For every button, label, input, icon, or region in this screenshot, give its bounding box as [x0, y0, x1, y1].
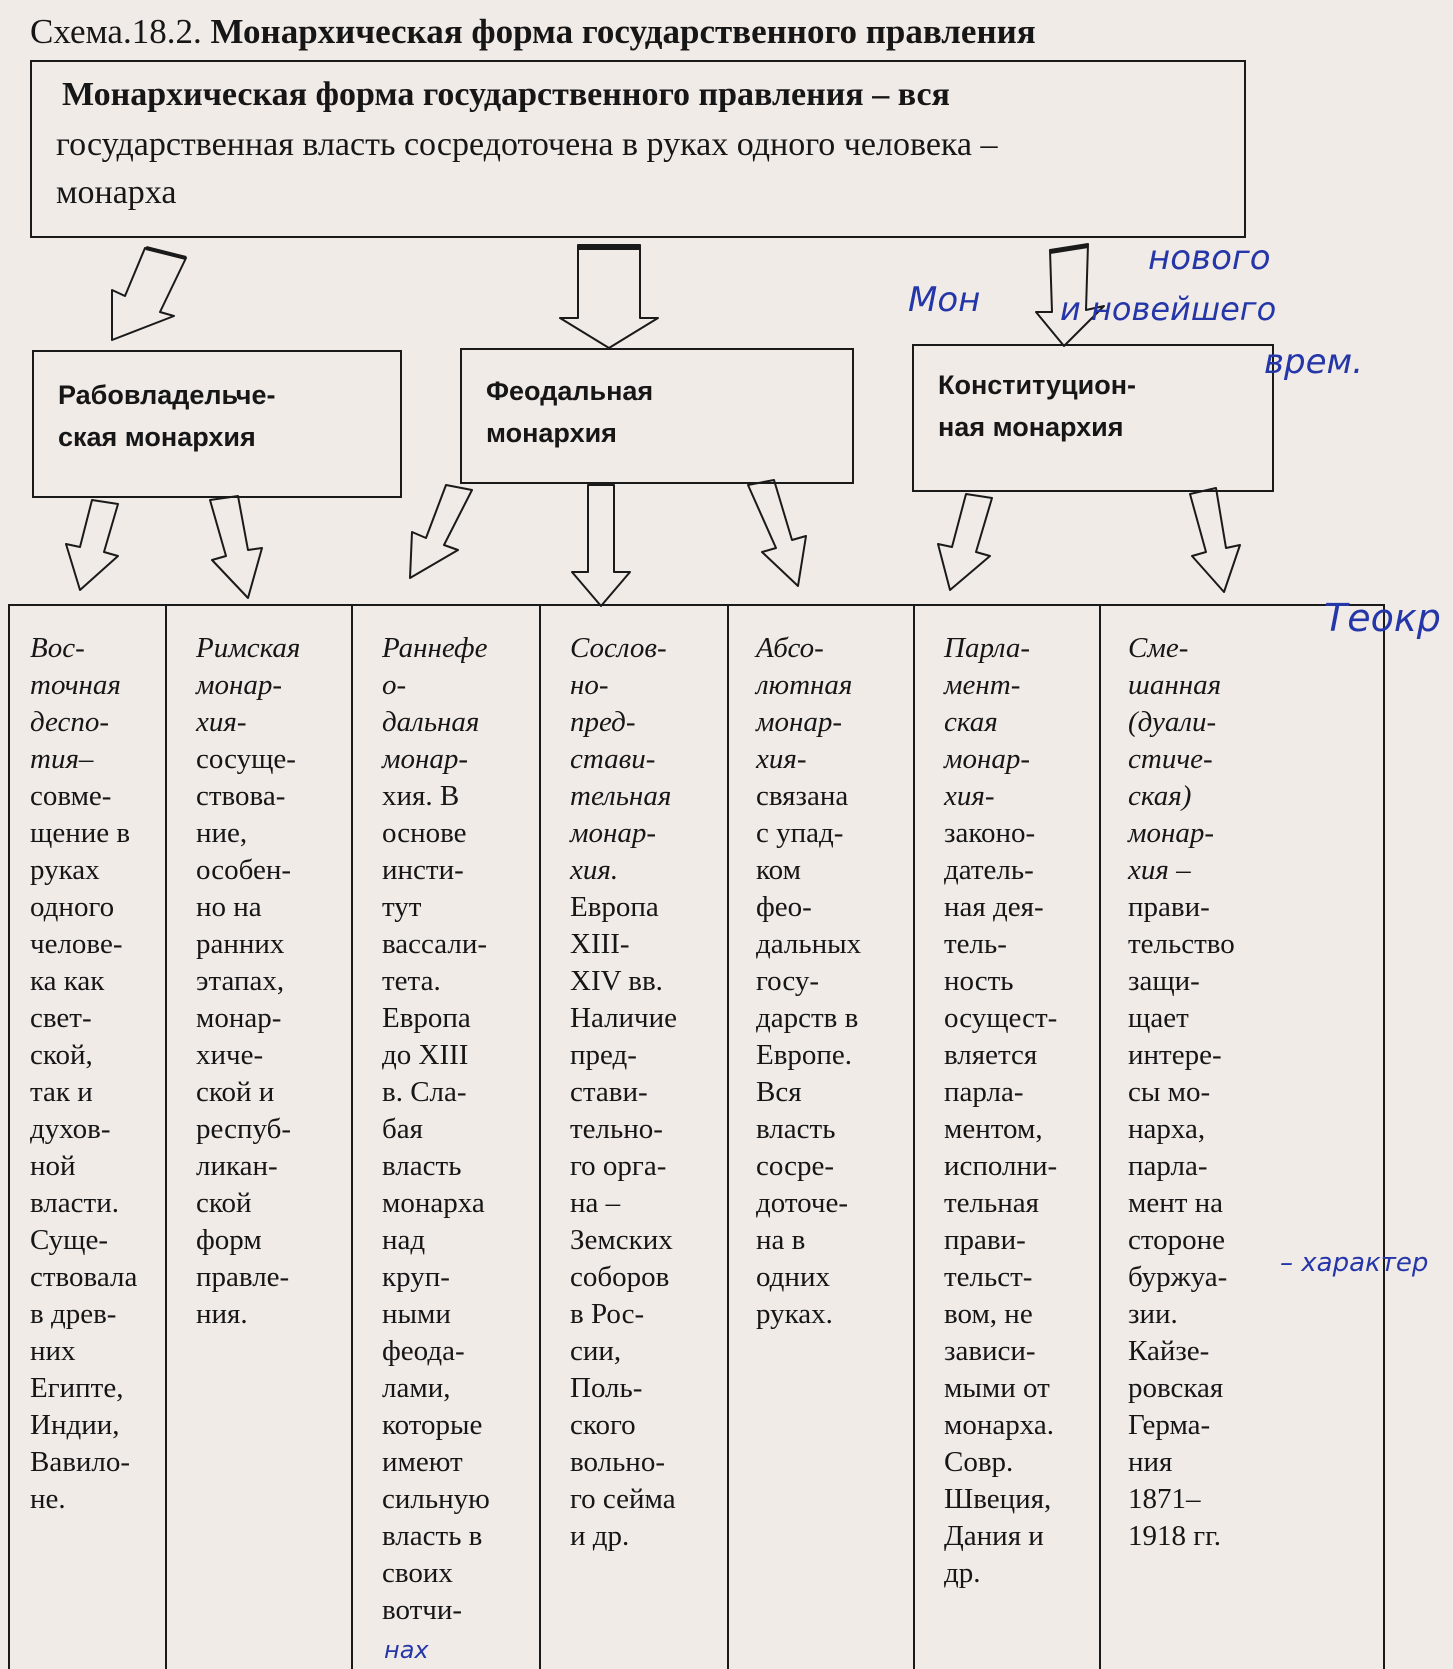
column-line: 1871– [1128, 1483, 1201, 1515]
column-line: свет- [30, 1002, 92, 1034]
column-line: 1918 гг. [1128, 1520, 1222, 1552]
column-line: прави- [1128, 891, 1210, 923]
column-line: них [30, 1335, 76, 1367]
column-line: одних [756, 1261, 830, 1293]
column-line: буржуа- [1128, 1261, 1228, 1293]
column-line: датель- [944, 854, 1034, 886]
column-line: которые [382, 1409, 483, 1441]
column-line: Земских [570, 1224, 673, 1256]
column-line: Египте, [30, 1372, 124, 1404]
column-line: Сослов- [570, 632, 667, 664]
column-line: ния [1128, 1446, 1173, 1478]
column-line: хия. В [382, 780, 460, 812]
type-feudal-line-1: Феодальная [486, 376, 654, 406]
column-line: сосре- [756, 1150, 834, 1182]
caption [30, 12, 1036, 52]
column-line: ранних [196, 928, 285, 960]
column-line: своих [382, 1557, 453, 1589]
column-line: ской и [196, 1076, 275, 1108]
column-line: ной [30, 1150, 76, 1182]
column-line: дальная [382, 706, 480, 738]
column-line: ская) [1128, 780, 1192, 812]
column-line: руках [30, 854, 100, 886]
handwriting-note-3: и новейшего [1060, 290, 1277, 328]
column-line: хия- [756, 743, 807, 775]
column-line: хия. [570, 854, 619, 886]
column-line: и др. [570, 1520, 630, 1552]
column-line: сии, [570, 1335, 622, 1367]
column-line: руках. [756, 1298, 833, 1330]
column-line: монар- [196, 669, 283, 701]
column-line: ние, [196, 817, 248, 849]
column-line: ность [944, 965, 1014, 997]
column-line: особен- [196, 854, 292, 886]
column-line: XIV вв. [570, 965, 663, 997]
column-line: так и [30, 1076, 93, 1108]
definition-line-2: государственная власть сосредоточена в руках одного человека – [56, 126, 998, 163]
column-line: интере- [1128, 1039, 1222, 1071]
arrow-to-col-5 [748, 480, 806, 586]
column-line: XIII- [570, 928, 630, 960]
column-line: круп- [382, 1261, 450, 1293]
column-line: го орга- [570, 1150, 667, 1182]
column-line: монар- [570, 817, 657, 849]
column-line: Европе. [756, 1039, 853, 1071]
column-line: шанная [1128, 669, 1222, 701]
column-line: защи- [1128, 965, 1200, 997]
type-slaveholding-line-2: ская монархия [58, 422, 256, 452]
column-line: с упад- [756, 817, 844, 849]
definition-line-1: Монархическая форма государственного правления – вся [62, 76, 950, 113]
arrow-to-col-3 [410, 485, 472, 578]
column-line: власти. [30, 1187, 119, 1219]
column-line: но- [570, 669, 609, 701]
column-line: имеют [382, 1446, 463, 1478]
column-line: прави- [944, 1224, 1026, 1256]
column-line: совме- [30, 780, 112, 812]
arrow-to-col-4 [572, 485, 630, 606]
caption-title: Монархическая форма государственного правления [210, 12, 1036, 51]
column-line: лютная [756, 669, 853, 701]
column-line: монар- [196, 1002, 282, 1034]
column-line: тельст- [944, 1261, 1033, 1293]
column-line: тия– [30, 743, 94, 775]
column-line: исполни- [944, 1150, 1058, 1182]
column-line: респуб- [196, 1113, 292, 1145]
column-line: монар- [1128, 817, 1215, 849]
type-feudal-line-2: монархия [486, 418, 617, 448]
column-line: Сме- [1128, 632, 1189, 664]
column-line: сильную [382, 1483, 490, 1515]
column-line: форм [196, 1224, 262, 1256]
type-box-constitutional [912, 344, 1274, 492]
column-line: Наличие [570, 1002, 678, 1034]
column-line: ской [196, 1187, 252, 1219]
type-slaveholding-line-1: Рабовладельче- [58, 380, 276, 410]
column-line: Индии, [30, 1409, 120, 1441]
column-line: тельство [1128, 928, 1235, 960]
column-line: Раннефе [382, 632, 488, 664]
column-line: пред- [570, 1039, 637, 1071]
column-line: челове- [30, 928, 123, 960]
column-line: вассали- [382, 928, 488, 960]
column-line: Совр. [944, 1446, 1014, 1478]
column-line: осущест- [944, 1002, 1058, 1034]
arrow-to-col-6 [938, 494, 992, 590]
column-line: правле- [196, 1261, 290, 1293]
column-line: тельная [570, 780, 672, 812]
column-line: ка как [30, 965, 105, 997]
definition-box [30, 60, 1246, 238]
column-line: пред- [570, 706, 636, 738]
column-line: мент на [1128, 1187, 1224, 1219]
column-line: Поль- [570, 1372, 643, 1404]
column-line: в Рос- [570, 1298, 645, 1330]
column-line: власть в [382, 1520, 483, 1552]
column-mixed-dualistic [1128, 630, 1235, 1555]
column-line: ской, [30, 1039, 93, 1071]
column-line: вотчи- [382, 1594, 463, 1626]
column-line: щение в [30, 817, 131, 849]
column-line: тель- [944, 928, 1007, 960]
column-line: Европа [570, 891, 659, 923]
column-line: на в [756, 1224, 806, 1256]
column-line: этапах, [196, 965, 285, 997]
column-line: над [382, 1224, 426, 1256]
column-parliamentary [944, 630, 1057, 1592]
column-line: ского [570, 1409, 636, 1441]
column-line: монар- [756, 706, 843, 738]
column-line: стиче- [1128, 743, 1213, 775]
column-line: хиче- [196, 1039, 264, 1071]
column-line: власть [382, 1150, 462, 1182]
column-line: зависи- [944, 1335, 1036, 1367]
column-line: в древ- [30, 1298, 117, 1330]
handwriting-note-7: нах [384, 1636, 429, 1664]
column-line: вольно- [570, 1446, 665, 1478]
caption-prefix: Схема.18.2. [30, 12, 202, 51]
column-line: Вавило- [30, 1446, 131, 1478]
column-line: хия- [944, 780, 995, 812]
column-line: Парла- [944, 632, 1030, 664]
column-line: мент- [944, 669, 1021, 701]
column-line: тельная [944, 1187, 1039, 1219]
column-line: парла- [1128, 1150, 1208, 1182]
column-line: доточе- [756, 1187, 849, 1219]
column-line: Вос- [30, 632, 85, 664]
column-line: тут [382, 891, 422, 923]
column-line: духов- [30, 1113, 111, 1145]
column-line: связана [756, 780, 849, 812]
handwriting-note-1: нового [1148, 238, 1271, 278]
column-line: точная [30, 669, 121, 701]
column-line: Дания и [944, 1520, 1044, 1552]
column-line: Вся [756, 1076, 802, 1108]
column-line: ния. [196, 1298, 248, 1330]
column-line: монарха [382, 1187, 485, 1219]
column-line: стави- [570, 1076, 648, 1108]
arrow-to-col-2 [210, 496, 262, 598]
column-line: до XIII [382, 1039, 469, 1071]
column-line: ментом, [944, 1113, 1043, 1145]
column-line: на – [570, 1187, 621, 1219]
column-line: основе [382, 817, 467, 849]
column-line: не. [30, 1483, 66, 1515]
column-line: ком [756, 854, 801, 886]
column-line: др. [944, 1557, 981, 1589]
column-line: ствовала [30, 1261, 138, 1293]
column-line: ликан- [196, 1150, 278, 1182]
handwriting-note-4: врем. [1264, 342, 1363, 382]
column-line: вляется [944, 1039, 1038, 1071]
arrow-to-col-7 [1190, 488, 1240, 592]
column-line: ровская [1128, 1372, 1224, 1404]
column-line: в. Сла- [382, 1076, 467, 1108]
type-constitutional-line-2: ная монархия [938, 412, 1124, 442]
column-line: монар- [944, 743, 1031, 775]
arrow-to-col-1 [66, 500, 118, 590]
column-line: одного [30, 891, 115, 923]
column-absolute-monarchy [756, 630, 861, 1333]
column-eastern-despotism [30, 630, 137, 1518]
type-constitutional-line-1: Конституцион- [938, 370, 1137, 400]
column-line: сосуще- [196, 743, 296, 775]
column-line: бая [382, 1113, 423, 1145]
column-line: Европа [382, 1002, 471, 1034]
column-line: вом, не [944, 1298, 1033, 1330]
column-line: деспо- [30, 706, 110, 738]
column-line: о- [382, 669, 407, 701]
handwriting-note-5: Теокр [1324, 596, 1441, 640]
column-line: Герма- [1128, 1409, 1211, 1441]
column-line: законо- [944, 817, 1036, 849]
definition-line-3: монарха [56, 174, 177, 211]
column-line: дарств в [756, 1002, 859, 1034]
column-line: хия – [1128, 854, 1191, 886]
arrow-to-slaveholding [112, 248, 186, 340]
column-line: ными [382, 1298, 451, 1330]
column-line: Кайзе- [1128, 1335, 1210, 1367]
column-line: соборов [570, 1261, 670, 1293]
column-line: ская [944, 706, 998, 738]
column-line: феода- [382, 1335, 465, 1367]
handwriting-note-6: – характер [1280, 1248, 1429, 1278]
arrow-to-feudal [560, 245, 658, 348]
column-line: нарха, [1128, 1113, 1206, 1145]
column-line: Швеция, [944, 1483, 1052, 1515]
column-line: инсти- [382, 854, 464, 886]
column-line: тельно- [570, 1113, 663, 1145]
type-box-slaveholding [32, 350, 402, 498]
column-line: Римская [196, 632, 301, 664]
column-line: ствова- [196, 780, 286, 812]
column-line: го сейма [570, 1483, 676, 1515]
column-line: стави- [570, 743, 656, 775]
column-line: Суще- [30, 1224, 108, 1256]
column-line: тета. [382, 965, 441, 997]
column-early-feudal [382, 630, 490, 1629]
column-line: монар- [382, 743, 469, 775]
handwriting-note-2: Мон [908, 280, 981, 320]
column-line: хия- [196, 706, 247, 738]
column-line: ная дея- [944, 891, 1044, 923]
column-line: госу- [756, 965, 820, 997]
column-line: фео- [756, 891, 812, 923]
column-line: но на [196, 891, 262, 923]
column-line: парла- [944, 1076, 1024, 1108]
column-roman-monarchy [196, 630, 300, 1333]
column-line: стороне [1128, 1224, 1226, 1256]
column-line: Абсо- [756, 632, 824, 664]
column-estate-representative [570, 630, 677, 1555]
column-line: дальных [756, 928, 862, 960]
column-line: власть [756, 1113, 836, 1145]
column-line: сы мо- [1128, 1076, 1211, 1108]
column-line: мыми от [944, 1372, 1050, 1404]
column-line: монарха. [944, 1409, 1054, 1441]
column-line: лами, [382, 1372, 451, 1404]
column-line: зии. [1128, 1298, 1178, 1330]
column-line: (дуали- [1128, 706, 1217, 738]
type-box-feudal [460, 348, 854, 484]
column-line: щает [1128, 1002, 1189, 1034]
